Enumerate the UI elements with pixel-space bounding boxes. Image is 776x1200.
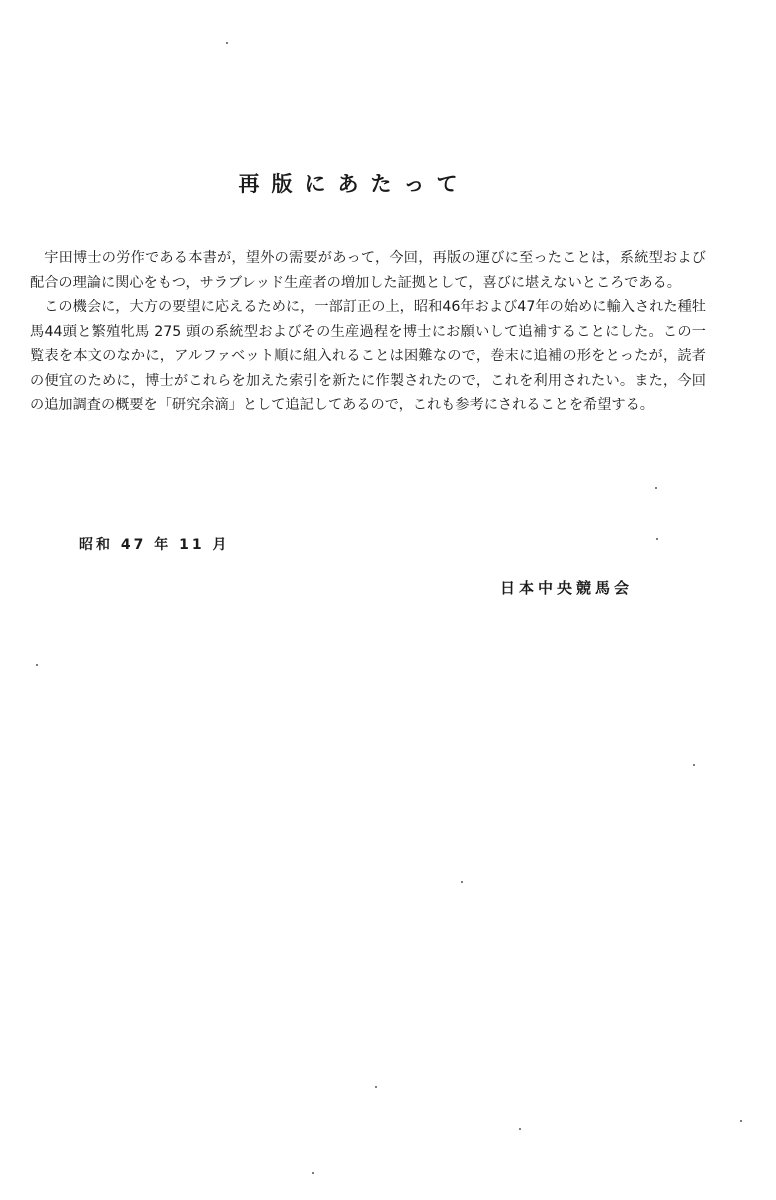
scan-speck [312, 1172, 314, 1174]
page-title: 再版にあたって [238, 172, 470, 196]
scan-speck [740, 1120, 742, 1122]
body-text [30, 246, 706, 418]
scan-speck [655, 487, 657, 489]
scan-speck [375, 1086, 377, 1088]
paragraph-2: この機会に，大方の要望に応えるために，一部訂正の上，昭和46年および47年の始めに輸入された種牡馬44頭と繁殖牝馬 275 頭の系統型およびその生産過程を博士にお願いして追補することにした。この一覧表を本文のなかに，アルファベット順に組入れることは困難なので，巻末に追補の形をとったが，読者の便宜のために，博士がこれらを加えた索引を新たに作製されたので，これを利用されたい。また，今回の追加調査の概要を「研究余滴」として追記してあるので，これも参考にされることを希望する。 [30, 299, 706, 413]
organization-signature: 日本中央競馬会 [500, 579, 634, 597]
date-line: 昭和 47 年 11 月 [79, 537, 230, 553]
scan-speck [461, 881, 463, 883]
scan-speck [656, 538, 658, 540]
paragraph-1: 宇田博士の労作である本書が，望外の需要があって，今回，再版の運びに至ったことは，系統型および配合の理論に関心をもつ，サラブレッド生産者の増加した証拠として，喜びに堪えないところである。 [30, 250, 706, 291]
scan-speck [693, 764, 695, 766]
scan-speck [226, 42, 228, 44]
scan-speck [36, 664, 38, 666]
scan-speck [519, 1128, 521, 1130]
